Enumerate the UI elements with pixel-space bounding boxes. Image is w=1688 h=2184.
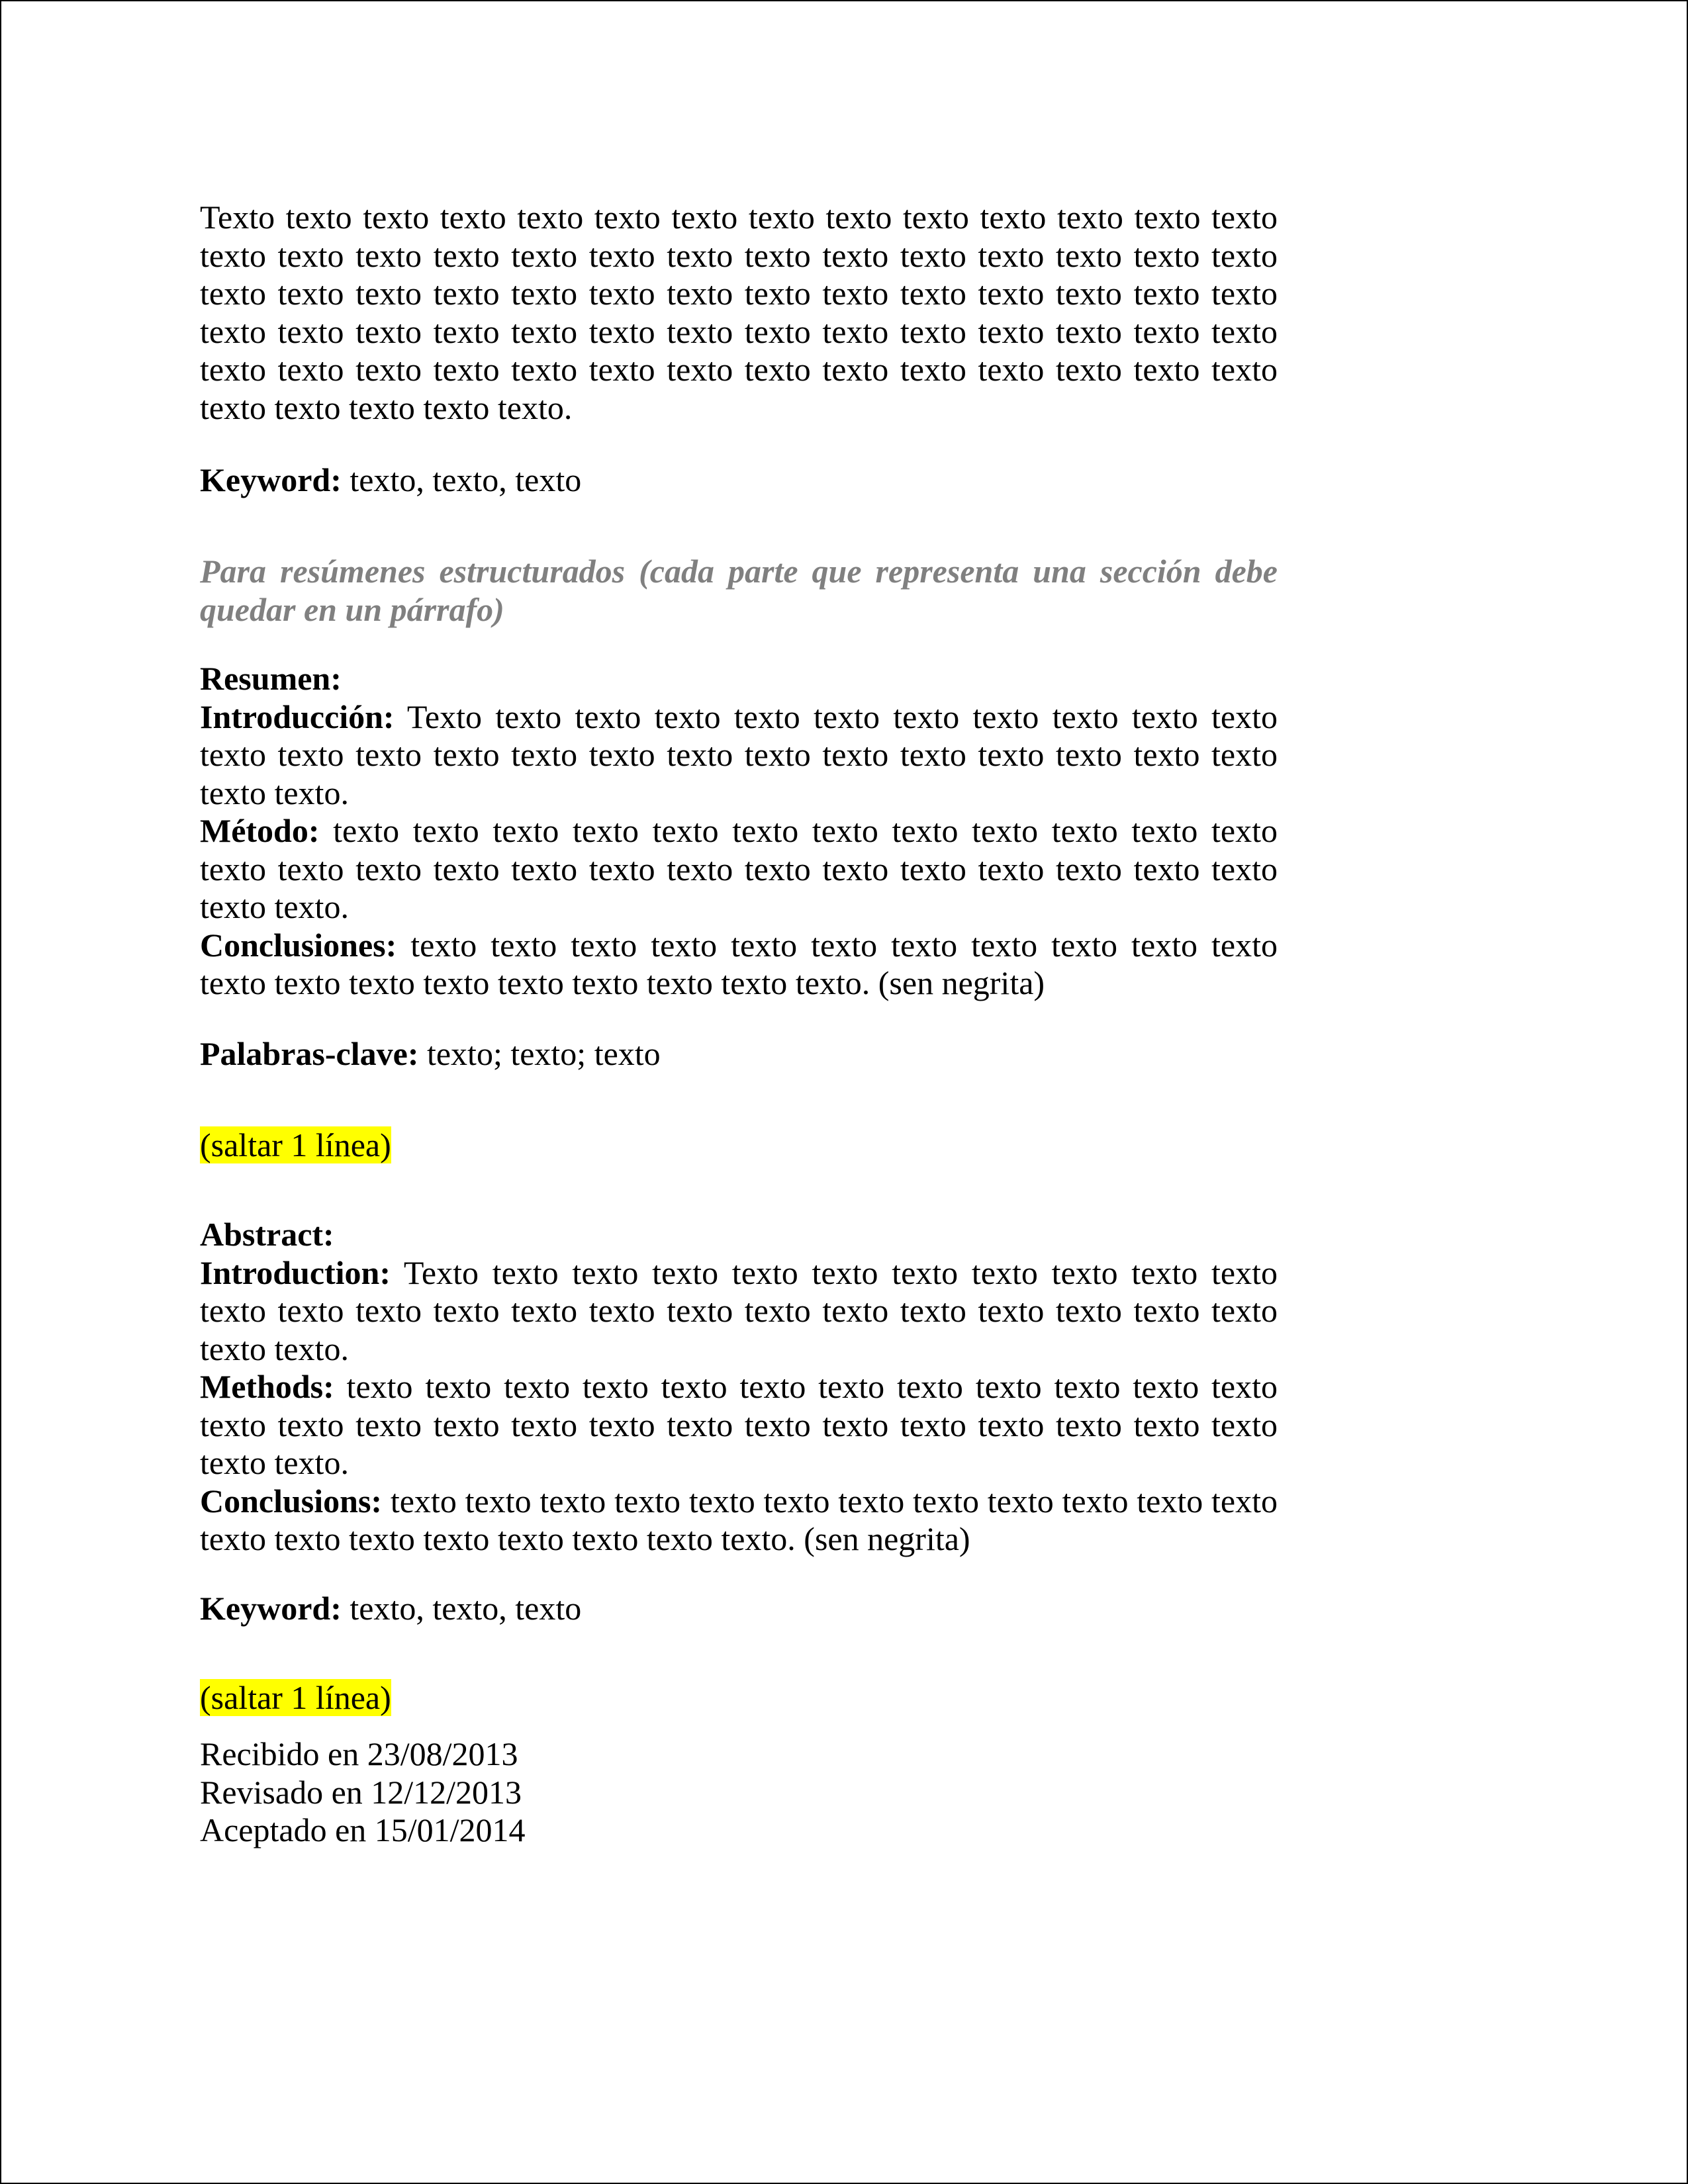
abstract-section	[200, 1216, 1278, 1559]
resumen-introduccion	[200, 698, 1278, 813]
section-text: texto texto texto texto texto texto texto texto texto texto texto texto texto texto texto texto texto texto texto texto. (sen negrita)	[200, 926, 1278, 1001]
abstract-methods	[200, 1368, 1278, 1482]
resumen-metodo	[200, 812, 1278, 927]
highlighted-instruction: (saltar 1 línea)	[200, 1126, 391, 1163]
section-label: Introduction:	[200, 1253, 391, 1291]
keyword-label: Keyword:	[200, 1590, 342, 1627]
abstract-conclusions	[200, 1482, 1278, 1559]
resumen-heading: Resumen:	[200, 660, 342, 697]
date-accepted: Aceptado en 15/01/2014	[200, 1811, 526, 1848]
date-received: Recibido en 23/08/2013	[200, 1735, 518, 1772]
intro-paragraph: Texto texto texto texto texto texto texto texto texto texto texto texto texto texto texto texto texto texto texto texto texto texto texto texto texto texto texto texto texto texto texto texto texto texto texto texto texto texto texto texto texto texto texto texto texto texto texto texto texto texto texto texto texto texto texto texto texto texto texto texto texto texto texto texto texto texto texto texto texto texto texto texto texto texto texto.	[200, 199, 1278, 426]
section-label: Introducción:	[200, 698, 395, 735]
section-label: Methods:	[200, 1368, 334, 1405]
section-text: Texto texto texto texto texto texto texto texto texto texto texto texto texto texto texto texto texto texto texto texto texto texto texto texto texto texto texto.	[200, 698, 1278, 811]
keyword-line-2	[200, 1590, 1278, 1628]
abstract-heading: Abstract:	[200, 1216, 334, 1253]
section-label: Método:	[200, 812, 320, 849]
skip-line-note-1	[200, 1126, 1278, 1165]
resumen-section	[200, 660, 1278, 1003]
section-text: texto texto texto texto texto texto texto texto texto texto texto texto texto texto texto texto texto texto texto texto. (sen negrita)	[200, 1482, 1278, 1557]
abstract-introduction	[200, 1254, 1278, 1369]
section-label: Conclusions:	[200, 1482, 383, 1520]
skip-line-note-2	[200, 1679, 1278, 1717]
palabras-clave-label: Palabras-clave:	[200, 1035, 419, 1072]
keyword-label: Keyword:	[200, 461, 342, 498]
section-text: texto texto texto texto texto texto texto texto texto texto texto texto texto texto texto texto texto texto texto texto texto texto texto texto texto texto texto texto.	[200, 812, 1278, 925]
section-text: texto texto texto texto texto texto texto texto texto texto texto texto texto texto texto texto texto texto texto texto texto texto texto texto texto texto texto texto.	[200, 1368, 1278, 1481]
section-text: Texto texto texto texto texto texto texto texto texto texto texto texto texto texto texto texto texto texto texto texto texto texto texto texto texto texto texto.	[200, 1253, 1278, 1367]
structured-abstract-note: Para resúmenes estructurados (cada parte que representa una sección debe quedar en un párrafo)	[200, 553, 1278, 628]
submission-dates	[200, 1735, 1278, 1850]
section-label: Conclusiones:	[200, 926, 397, 964]
date-revised: Revisado en 12/12/2013	[200, 1773, 522, 1811]
palabras-clave-line	[200, 1035, 1278, 1073]
keyword-value: texto, texto, texto	[341, 461, 582, 498]
highlighted-instruction: (saltar 1 línea)	[200, 1679, 391, 1716]
keyword-value: texto, texto, texto	[341, 1590, 582, 1627]
palabras-clave-value: texto; texto; texto	[418, 1035, 661, 1072]
keyword-line-1	[200, 461, 1278, 500]
resumen-conclusiones	[200, 927, 1278, 1003]
